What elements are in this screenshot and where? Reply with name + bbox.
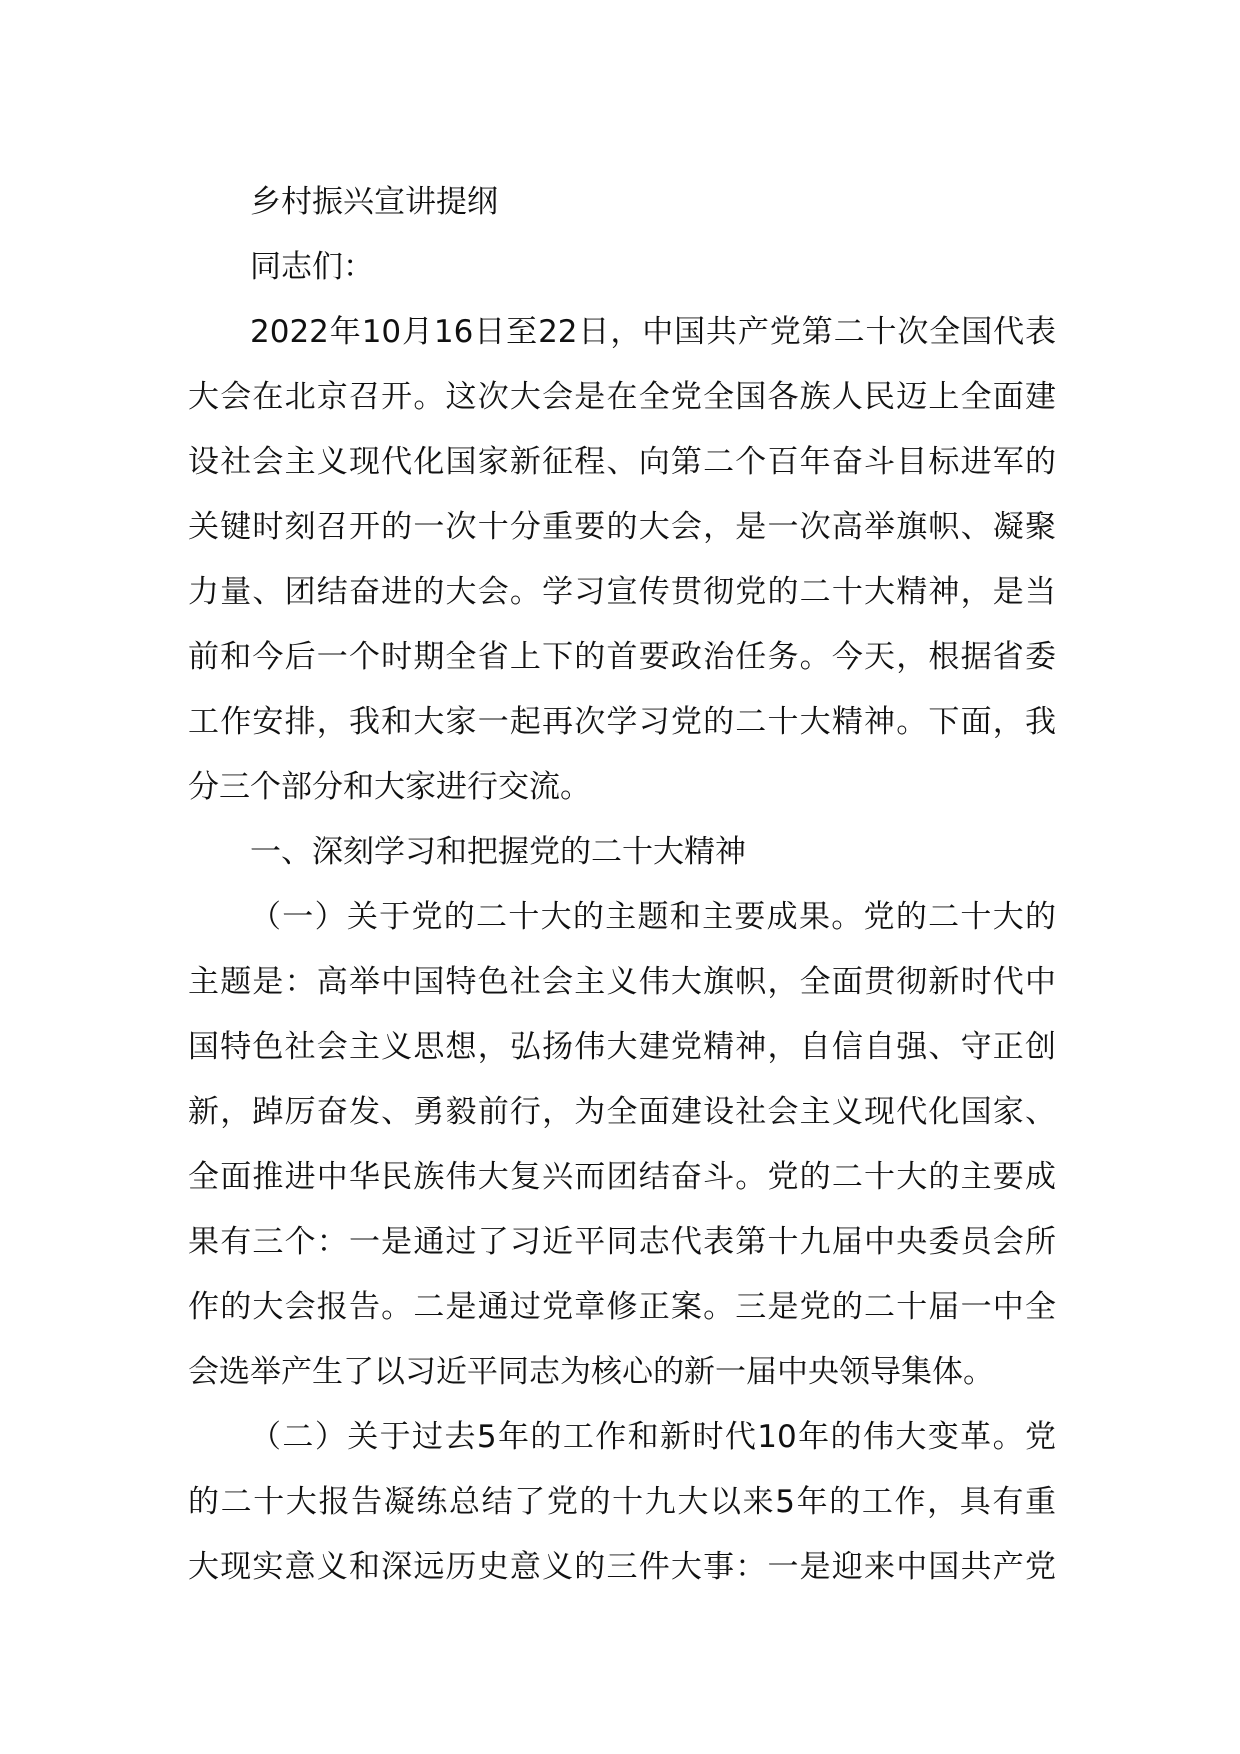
paragraph-line: 力量、团结奋进的大会。学习宣传贯彻党的二十大精神，是当 <box>188 574 1056 610</box>
document-title: 乡村振兴宣讲提纲 <box>250 184 498 220</box>
paragraph-intro <box>188 300 1056 820</box>
paragraph-line: 国特色社会主义思想，弘扬伟大建党精神，自信自强、守正创 <box>188 1029 1056 1065</box>
section-heading: 一、深刻学习和把握党的二十大精神 <box>250 834 746 870</box>
paragraph-line: 关键时刻召开的一次十分重要的大会，是一次高举旗帜、凝聚 <box>188 509 1056 545</box>
salutation: 同志们： <box>250 249 374 285</box>
paragraph-subsection-1 <box>188 885 1056 1405</box>
paragraph-line: 果有三个：一是通过了习近平同志代表第十九届中央委员会所 <box>188 1224 1056 1260</box>
document-body <box>188 170 1056 1600</box>
paragraph-line: 主题是：高举中国特色社会主义伟大旗帜，全面贯彻新时代中 <box>188 964 1056 1000</box>
paragraph-line: 会选举产生了以习近平同志为核心的新一届中央领导集体。 <box>188 1354 994 1390</box>
paragraph-subsection-2 <box>188 1405 1056 1600</box>
paragraph-line: 全面推进中华民族伟大复兴而团结奋斗。党的二十大的主要成 <box>188 1159 1056 1195</box>
paragraph-line: 设社会主义现代化国家新征程、向第二个百年奋斗目标进军的 <box>188 444 1056 480</box>
paragraph-line: 新，踔厉奋发、勇毅前行，为全面建设社会主义现代化国家、 <box>188 1094 1056 1130</box>
paragraph-line: 的二十大报告凝练总结了党的十九大以来5年的工作，具有重 <box>188 1484 1056 1520</box>
paragraph-line: 分三个部分和大家进行交流。 <box>188 769 591 805</box>
paragraph-line: 前和今后一个时期全省上下的首要政治任务。今天，根据省委 <box>188 639 1056 675</box>
paragraph-line: 大现实意义和深远历史意义的三件大事：一是迎来中国共产党 <box>188 1549 1056 1585</box>
paragraph-line: 工作安排，我和大家一起再次学习党的二十大精神。下面，我 <box>188 704 1056 740</box>
paragraph-line: 2022年10月16日至22日，中国共产党第二十次全国代表 <box>250 314 1056 350</box>
paragraph-line: （一）关于党的二十大的主题和主要成果。党的二十大的 <box>250 899 1056 935</box>
paragraph-line: （二）关于过去5年的工作和新时代10年的伟大变革。党 <box>250 1419 1056 1455</box>
paragraph-line: 作的大会报告。二是通过党章修正案。三是党的二十届一中全 <box>188 1289 1056 1325</box>
paragraph-line: 大会在北京召开。这次大会是在全党全国各族人民迈上全面建 <box>188 379 1056 415</box>
